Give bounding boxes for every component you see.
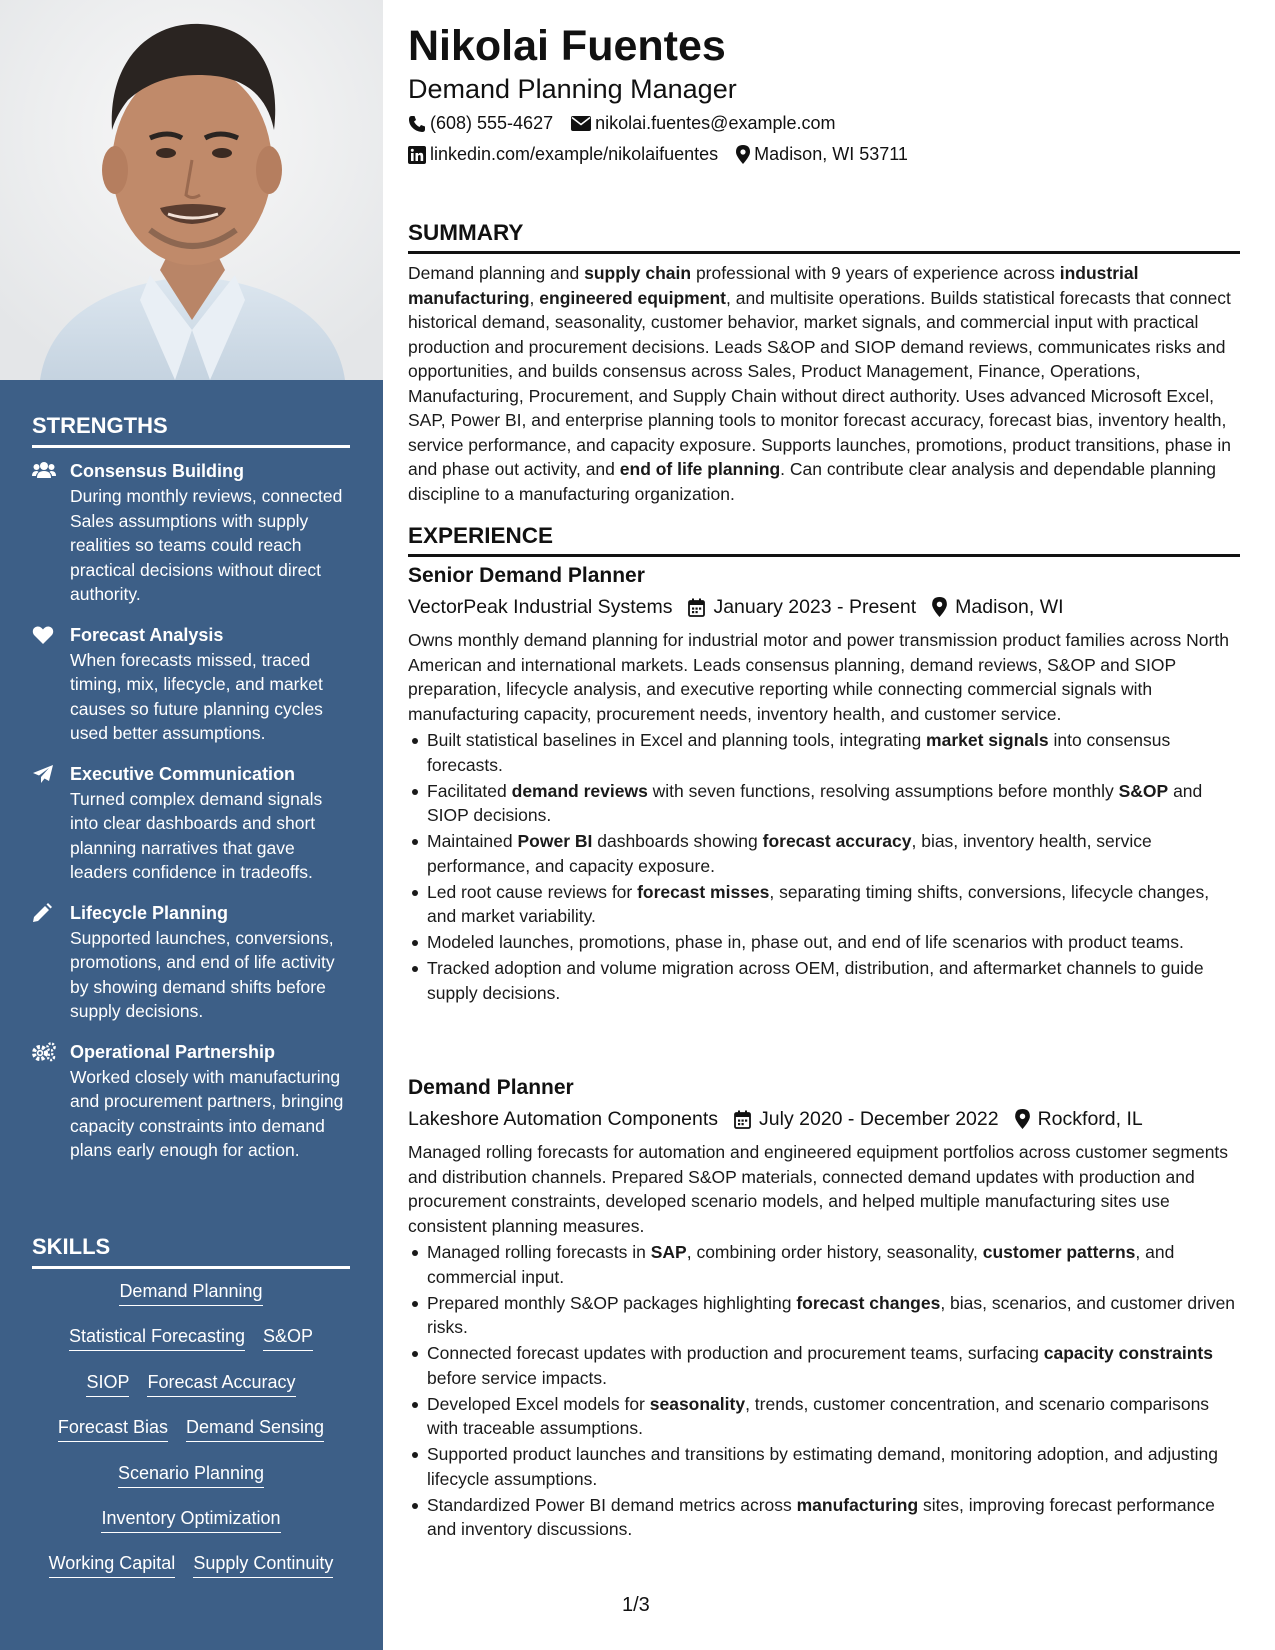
bold-keyword: manufacturing	[796, 1494, 919, 1515]
text-segment: Supported product launches and transitions by estimating demand, monitoring adoption, and adjusting lifecycle assumptions.	[427, 1444, 1218, 1489]
job-bullets	[408, 728, 1240, 1005]
strength-description: Turned complex demand signals into clear dashboards and short planning narratives that gave leaders confidence in tradeoffs.	[70, 788, 323, 882]
bullet-item	[408, 779, 1240, 828]
map-pin-icon	[932, 597, 947, 617]
email-address: nikolai.fuentes@example.com	[595, 113, 836, 133]
bullet-item	[408, 930, 1240, 955]
skill-row	[32, 1414, 350, 1459]
skill-tag: Scenario Planning	[118, 1460, 264, 1488]
page-number: 1/3	[622, 1594, 650, 1616]
skill-tag: Statistical Forecasting	[69, 1323, 245, 1351]
map-pin-icon	[1015, 1109, 1030, 1129]
text-segment: into consensus forecasts.	[427, 730, 1171, 775]
skill-tag: SIOP	[86, 1369, 129, 1397]
heart-icon	[32, 625, 54, 645]
linkedin-url: linkedin.com/example/nikolaifuentes	[430, 144, 719, 164]
strength-item	[32, 762, 352, 885]
summary-text	[408, 261, 1240, 506]
text-segment: Demand planning and	[408, 263, 585, 283]
job-meta	[408, 593, 1240, 621]
strength-description: Supported launches, conversions, promotions, and end of life activity by showing demand shifts before supply decisions.	[70, 927, 335, 1021]
skills-list	[32, 1278, 350, 1596]
contact-row	[408, 144, 926, 165]
text-segment: Maintained	[427, 831, 518, 851]
strength-item	[32, 1040, 352, 1163]
strength-title: Consensus Building	[70, 461, 245, 481]
job-dates-text: July 2020 - December 2022	[759, 1108, 999, 1130]
text-segment: , combining order history, seasonality,	[686, 1242, 983, 1262]
skill-row	[32, 1278, 350, 1323]
text-segment: with seven functions, resolving assumptions before monthly	[647, 780, 1119, 801]
text-segment: , separating timing shifts, conversions, lifecycle changes, and market variability.	[427, 881, 1210, 926]
bullet-item	[408, 956, 1240, 1005]
candidate-name: Nikolai Fuentes	[408, 22, 726, 70]
job-location-text: Rockford, IL	[1037, 1108, 1143, 1130]
paper-plane-icon	[32, 764, 54, 784]
text-segment: , and multisite operations. Builds statistical forecasts that connect historical demand, seasonality, customer behavior, market signals, and commercial input with practical production and procurement decisions. Leads S&OP and SIOP demand reviews, communicates risks and opportunities, and builds consensus across Sales, Product Management, Finance, Operations, Manufacturing, Procurement, and Supply Chain without direct authority. Uses advanced Microsoft Excel, SAP, Power BI, and enterprise planning tools to monitor forecast accuracy, forecast bias, inventory health, service performance, and capacity exposure. Supports launches, promotions, product transitions, phase in and phase out activity, and	[408, 287, 1231, 479]
text-segment: sites, improving forecast performance and inventory discussions.	[427, 1494, 1215, 1539]
strength-description: Worked closely with manufacturing and procurement partners, bringing capacity constraints into demand plans early enough for action.	[70, 1066, 344, 1160]
bold-keyword: forecast misses	[637, 881, 770, 902]
skill-row	[32, 1505, 350, 1550]
contact-row	[408, 113, 853, 134]
text-segment: before service impacts.	[427, 1367, 607, 1388]
bold-keyword: Power BI	[517, 831, 593, 851]
job-company: Lakeshore Automation Components	[408, 1108, 719, 1130]
job-bullets	[408, 1240, 1240, 1542]
text-segment: , bias, inventory health, service performance, and capacity exposure.	[427, 831, 1152, 876]
skill-tag: Demand Planning	[119, 1278, 262, 1306]
text-segment: dashboards showing	[592, 831, 763, 851]
envelope-icon	[571, 116, 591, 131]
skill-tag: Inventory Optimization	[101, 1505, 280, 1533]
job-position: Demand Planner	[408, 1076, 574, 1099]
strength-item	[32, 459, 352, 607]
bullet-item	[408, 1291, 1240, 1340]
text-segment: Standardized Power BI demand metrics across	[427, 1494, 797, 1515]
text-segment: Built statistical baselines in Excel and planning tools, integrating	[427, 730, 927, 750]
bold-keyword: end of life planning	[619, 459, 781, 479]
skill-row	[32, 1369, 350, 1414]
text-segment: . Can contribute clear analysis and dependable planning discipline to a manufacturing organization.	[408, 459, 1217, 504]
bullet-item	[408, 829, 1240, 878]
text-segment: Prepared monthly S&OP packages highlighting	[427, 1292, 797, 1313]
users-icon	[32, 461, 56, 479]
text-segment: professional with 9 years of experience across	[691, 263, 1060, 283]
bold-keyword: market signals	[926, 730, 1049, 750]
bold-keyword: forecast accuracy	[762, 831, 912, 851]
email-contact[interactable]	[571, 113, 835, 134]
job-entry	[408, 1074, 1240, 1543]
bold-keyword: demand reviews	[511, 780, 648, 801]
skill-tag: Forecast Bias	[58, 1414, 168, 1442]
text-segment: Managed rolling forecasts in	[427, 1242, 651, 1262]
phone-contact[interactable]	[408, 113, 553, 134]
strength-title: Lifecycle Planning	[70, 902, 229, 923]
text-segment: Developed Excel models for	[427, 1393, 650, 1414]
strengths-list	[32, 459, 352, 1179]
bullet-item	[408, 728, 1240, 777]
bullet-item	[408, 1392, 1240, 1441]
text-segment: , and commercial input.	[427, 1242, 1175, 1287]
strength-item	[32, 623, 352, 746]
job-location-text: Madison, WI	[955, 596, 1064, 618]
bold-keyword: SAP	[650, 1242, 687, 1262]
bold-keyword: supply chain	[584, 263, 692, 283]
gears-icon	[32, 1042, 56, 1062]
skill-tag: S&OP	[263, 1323, 313, 1351]
text-segment: Led root cause reviews for	[427, 881, 638, 902]
location-contact	[736, 144, 908, 165]
text-segment: Facilitated	[427, 780, 512, 801]
job-position: Senior Demand Planner	[408, 564, 645, 587]
bold-keyword: seasonality	[649, 1393, 746, 1414]
job-meta	[408, 1105, 1240, 1133]
job-location	[932, 593, 1063, 621]
skill-tag: Forecast Accuracy	[147, 1369, 295, 1397]
job-dates	[688, 593, 916, 621]
bold-keyword: capacity constraints	[1043, 1343, 1213, 1363]
skill-tag: Working Capital	[49, 1550, 176, 1578]
linkedin-icon	[408, 146, 426, 164]
profile-photo	[0, 0, 383, 380]
strength-item	[32, 901, 352, 1024]
text-segment: , trends, customer concentration, and scenario comparisons with traceable assumptions.	[427, 1393, 1210, 1438]
job-location	[1015, 1105, 1143, 1133]
skill-tag: Supply Continuity	[193, 1550, 333, 1578]
strength-description: During monthly reviews, connected Sales assumptions with supply realities so teams could reach practical decisions without direct authority.	[70, 486, 343, 604]
bullet-item	[408, 1442, 1240, 1491]
skill-row	[32, 1460, 350, 1505]
map-pin-icon	[736, 145, 750, 164]
strength-title: Executive Communication	[70, 763, 296, 784]
summary-heading: SUMMARY	[408, 220, 1240, 254]
phone-number: (608) 555-4627	[430, 113, 554, 133]
sidebar	[0, 0, 383, 1650]
bullet-item	[408, 880, 1240, 929]
experience-heading: EXPERIENCE	[408, 523, 1240, 557]
bold-keyword: S&OP	[1118, 780, 1169, 801]
job-dates-text: January 2023 - Present	[713, 596, 917, 618]
job-entry	[408, 562, 1240, 1007]
text-segment: , bias, scenarios, and customer driven risks.	[427, 1292, 1236, 1337]
bold-keyword: engineered equipment	[539, 287, 726, 308]
text-segment: ,	[529, 287, 540, 308]
text-segment: Modeled launches, promotions, phase in, phase out, and end of life scenarios with product teams.	[427, 932, 1184, 952]
bold-keyword: forecast changes	[796, 1292, 941, 1313]
strengths-heading: STRENGTHS	[32, 413, 350, 448]
job-description: Managed rolling forecasts for automation and engineered equipment portfolios across customer segments and distribution channels. Prepared S&OP materials, connected demand updates with production and procurement constraints, developed scenario models, and helped multiple manufacturing sites use consistent planning measures.	[408, 1142, 1229, 1236]
bold-keyword: customer patterns	[982, 1242, 1136, 1262]
text-segment: Tracked adoption and volume migration across OEM, distribution, and aftermarket channels to guide supply decisions.	[427, 958, 1204, 1003]
bullet-item	[408, 1493, 1240, 1542]
skill-row	[32, 1550, 350, 1595]
linkedin-contact[interactable]	[408, 144, 718, 165]
bullet-item	[408, 1341, 1240, 1390]
job-company: VectorPeak Industrial Systems	[408, 596, 673, 618]
job-dates	[734, 1105, 999, 1133]
text-segment: and SIOP decisions.	[427, 780, 1203, 825]
bold-keyword: industrial manufacturing	[408, 263, 1139, 308]
pencil-icon	[32, 903, 52, 923]
text-segment: Connected forecast updates with production and procurement teams, surfacing	[427, 1343, 1044, 1363]
location-text: Madison, WI 53711	[754, 144, 908, 164]
phone-icon	[408, 115, 426, 133]
strength-title: Operational Partnership	[70, 1041, 276, 1062]
calendar-icon	[688, 598, 705, 617]
skill-row	[32, 1323, 350, 1368]
strength-title: Forecast Analysis	[70, 624, 224, 645]
calendar-icon	[734, 1110, 751, 1129]
bullet-item	[408, 1240, 1240, 1289]
strength-description: When forecasts missed, traced timing, mix, lifecycle, and market causes so future planning cycles used better assumptions.	[70, 649, 323, 743]
job-description: Owns monthly demand planning for industrial motor and power transmission product families across North American and international markets. Leads consensus planning, demand reviews, S&OP and SIOP preparation, lifecycle analysis, and executive reporting while connecting commercial signals with manufacturing capacity, procurement needs, inventory health, and customer service.	[408, 630, 1229, 724]
skills-heading: SKILLS	[32, 1234, 350, 1269]
job-title: Demand Planning Manager	[408, 74, 737, 104]
skill-tag: Demand Sensing	[186, 1414, 324, 1442]
